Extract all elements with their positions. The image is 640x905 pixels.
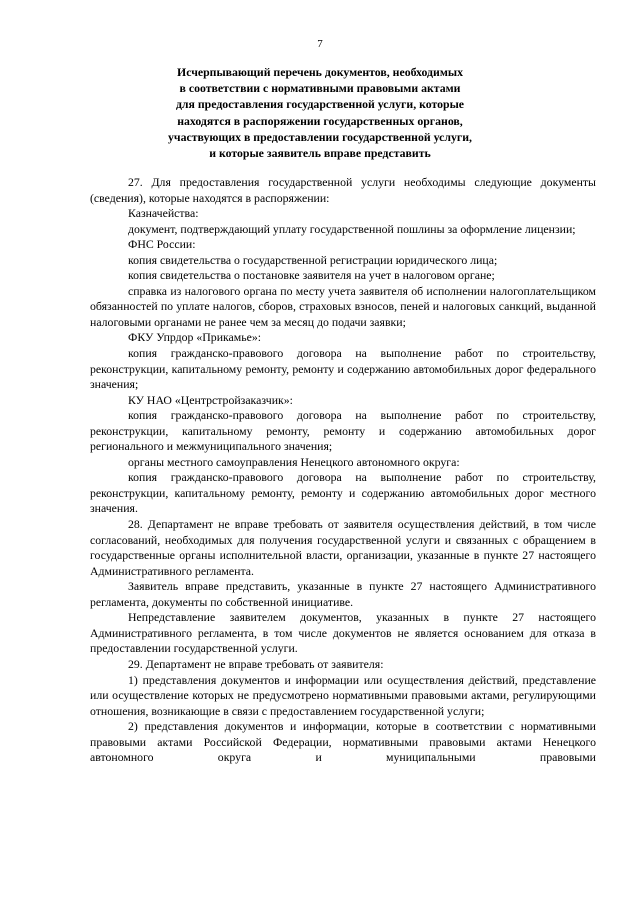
paragraph: 2) представления документов и информации, которые в соответствии с нормативными правовыми актами Российской Федерации, нормативными правовыми актами Ненецкого автономного округа и муниципальными правовыми [90, 719, 596, 765]
paragraph: 1) представления документов и информации или осуществления действий, представление или осуществление которых не предусмотрено нормативными правовыми актами, регулирующими отношения, возникающие в связи с предоставлением государственной услуги; [90, 672, 596, 718]
heading-line: Исчерпывающий перечень документов, необходимых [177, 65, 463, 79]
paragraph: 28. Департамент не вправе требовать от заявителя осуществления действий, в том числе согласований, необходимых для получения государственной услуги и связанных с обращением в государственные органы исполнительной власти, организации, указанные в пункте 27 настоящего Административного регламента. [90, 517, 596, 578]
paragraph: Непредставление заявителем документов, указанных в пункте 27 настоящего Административного регламента, в том числе документов не является основанием для отказа в предоставлении государственной услуги. [90, 610, 596, 656]
paragraph: Казначейства: [128, 206, 199, 221]
paragraph: 29. Департамент не вправе требовать от заявителя: [128, 656, 384, 671]
paragraph: 27. Для предоставления государственной услуги необходимы следующие документы (сведения), которые находятся в распоряжении: [90, 175, 596, 205]
paragraph: справка из налогового органа по месту учета заявителя об исполнении налогоплательщиком обязанностей по уплате налогов, сборов, страховых взносов, пеней и налоговых санкций, выданной налоговыми органами не ранее чем за месяц до подачи заявки; [90, 283, 596, 329]
paragraph: копия гражданско-правового договора на выполнение работ по строительству, реконструкции, капитальному ремонту, ремонту и содержанию автомобильных дорог федерального значения; [90, 346, 596, 392]
paragraph: органы местного самоуправления Ненецкого автономного округа: [128, 454, 460, 469]
section-heading [90, 64, 550, 161]
paragraph: копия гражданско-правового договора на выполнение работ по строительству, реконструкции, капитальному ремонту, ремонту и содержанию автомобильных дорог регионального и межмуниципального значения; [90, 408, 596, 454]
document-body [90, 175, 596, 766]
paragraph: КУ НАО «Центрстройзаказчик»: [128, 392, 293, 407]
paragraph: копия свидетельства о государственной регистрации юридического лица; [128, 252, 498, 267]
page-number: 7 [317, 38, 323, 50]
heading-line: в соответствии с нормативными правовыми актами [179, 81, 461, 96]
paragraph: документ, подтверждающий уплату государственной пошлины за оформление лицензии; [128, 221, 576, 236]
heading-line: участвующих в предоставлении государственной услуги, [168, 129, 472, 144]
paragraph: копия гражданско-правового договора на выполнение работ по строительству, реконструкции, капитальному ремонту, ремонту и содержанию автомобильных дорог местного значения. [90, 470, 596, 516]
paragraph: Заявитель вправе представить, указанные в пункте 27 настоящего Административного регламента, документы по собственной инициативе. [90, 579, 596, 609]
paragraph: ФКУ Упрдор «Прикамье»: [128, 330, 262, 345]
heading-line: и которые заявитель вправе представить [209, 146, 431, 161]
heading-line: для предоставления государственной услуги, которые [175, 97, 465, 112]
paragraph: ФНС России: [128, 237, 196, 252]
heading-line: находятся в распоряжении государственных органов, [177, 113, 463, 128]
paragraph: копия свидетельства о постановке заявителя на учет в налоговом органе; [128, 268, 495, 283]
